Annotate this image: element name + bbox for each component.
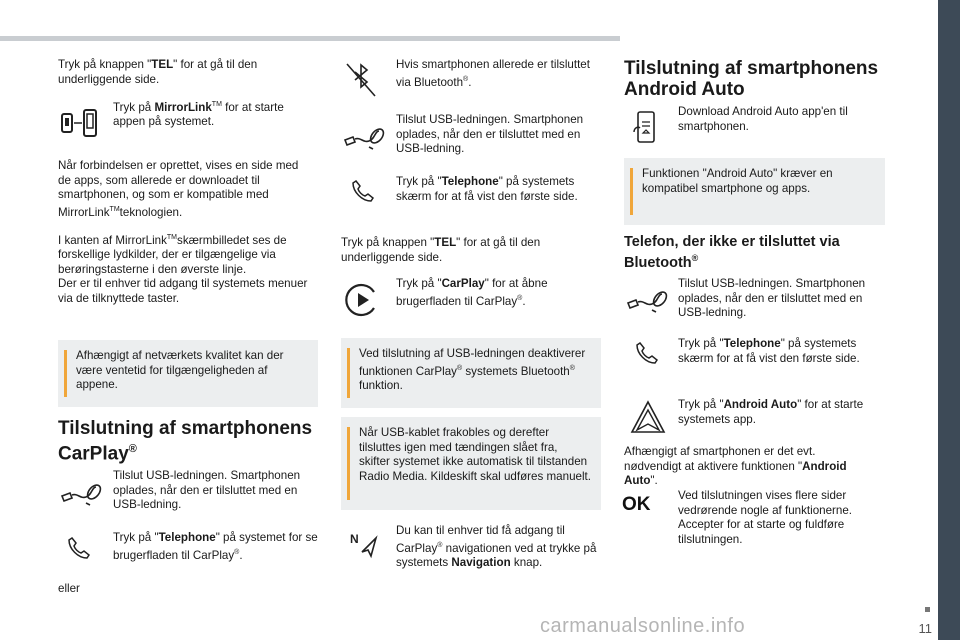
note-accent-bar [630,168,633,215]
info-note-network [58,340,318,407]
note-accent-bar [347,348,350,398]
mirrorlink-sources-paragraph: I kanten af MirrorLink™skærmbilledet ses de forskellige lydkilder, der er tilgængelige via berøringstasterne i den øverste linje. Der er til enhver tid adgang til systemets menuer via de tilknyttede taster. [58,233,308,305]
info-note-bluetooth [341,338,601,408]
info-note-usb-reconnect [341,417,601,510]
or-label: eller [58,582,80,595]
tel-instruction: Tryk på knappen "TEL" for at gå til den underliggende side. [58,58,258,86]
top-divider [0,36,620,41]
connection-paragraph: Når forbindelsen er oprettet, vises en side med de apps, som allerede er downloadet til smartphonen, og som er kompatible med MirrorLink™teknologien. [58,159,299,219]
carplay-instruction: Tryk på "CarPlay" for at åbne brugerfladen til CarPlay®. [396,277,548,308]
right-edge-bar [938,0,960,640]
no-bluetooth-subheading: Telefon, der ikke er tilsluttet via Bluetooth® [624,234,840,271]
android-auto-icon [628,400,668,434]
carplay-heading: Tilslutning af smartphonens CarPlay® [58,418,313,465]
phone-handset-icon [350,178,376,204]
watermark: carmanualsonline.info [540,615,746,637]
note-accent-bar [64,350,67,397]
note-text: Ved tilslutning af USB-ledningen deaktiverer funktionen CarPlay® systemets Bluetooth® funktion. [359,347,586,392]
telephone-instruction-2: Tryk på "Telephone" på systemets skærm for at få vist den første side. [396,175,578,203]
mirrorlink-instruction: Tryk på MirrorLink™ for at starte appen på systemet. [113,100,284,129]
usb-instruction-2: Tilslut USB-ledningen. Smartphonen oplades, når den er tilsluttet med en USB-ledning. [396,113,584,155]
download-android-auto-text: Download Android Auto app'en til smartphonen. [678,105,848,133]
usb-instruction-3: Tilslut USB-ledningen. Smartphonen oplades, når den er tilsluttet med en USB-ledning. [678,277,866,319]
navigation-instruction: Du kan til enhver tid få adgang til CarPlay® navigationen ved at trykke på systemets Navigation knap. [396,524,597,569]
note-accent-bar [347,427,350,500]
ok-button-icon: OK [622,494,651,515]
carplay-usb-instruction: Tilslut USB-ledningen. Smartphonen oplades, når den er tilsluttet med en USB-ledning. [113,469,301,511]
telephone-instruction-3: Tryk på "Telephone" på systemets skærm for at få vist den første side. [678,337,860,365]
bluetooth-connected-text: Hvis smartphonen allerede er tilsluttet via Bluetooth®. [396,58,590,89]
carplay-play-icon [344,282,380,318]
carplay-telephone-instruction: Tryk på "Telephone" på systemet for se brugerfladen til CarPlay®. [113,531,318,562]
usb-cable-icon [58,478,102,508]
note-text: Afhængigt af netværkets kvalitet kan der være ventetid for tilgængeligheden af appene. [76,349,284,391]
activate-android-auto-text: Afhængigt af smartphonen er det evt. nødvendigt at aktivere funktionen "Android Auto". [624,445,847,487]
page-marker-dot [925,607,930,612]
note-text: Funktionen "Android Auto" kræver en kompatibel smartphone og apps. [642,167,833,195]
note-text: Når USB-kablet frakobles og derefter tilsluttes igen med tændingen slået fra, skifter systemet ikke automatisk til tilstanden Radio Media. Kildeskift skal udføres manuelt. [359,426,591,483]
page-number: 11 [918,621,932,636]
mirrorlink-icon [58,108,100,138]
info-note-compatibility [624,158,885,225]
usb-cable-icon [341,122,385,152]
android-auto-heading: Tilslutning af smartphonens Android Auto [624,58,879,100]
phone-handset-icon [66,535,92,561]
smartphone-app-icon [632,110,660,146]
tel-instruction-2: Tryk på knappen "TEL" for at gå til den underliggende side. [341,236,541,264]
svg-text:N: N [350,532,359,546]
bluetooth-disabled-icon [343,60,379,100]
android-auto-instruction: Tryk på "Android Auto" for at starte systemets app. [678,398,864,426]
usb-cable-icon [624,285,668,315]
phone-handset-icon [634,340,660,366]
accept-pages-text: Ved tilslutningen vises flere sider vedrørende nogle af funktionerne. Accepter for at starte og fuldføre tilslutningen. [678,489,853,546]
navigation-arrow-icon [348,530,380,560]
